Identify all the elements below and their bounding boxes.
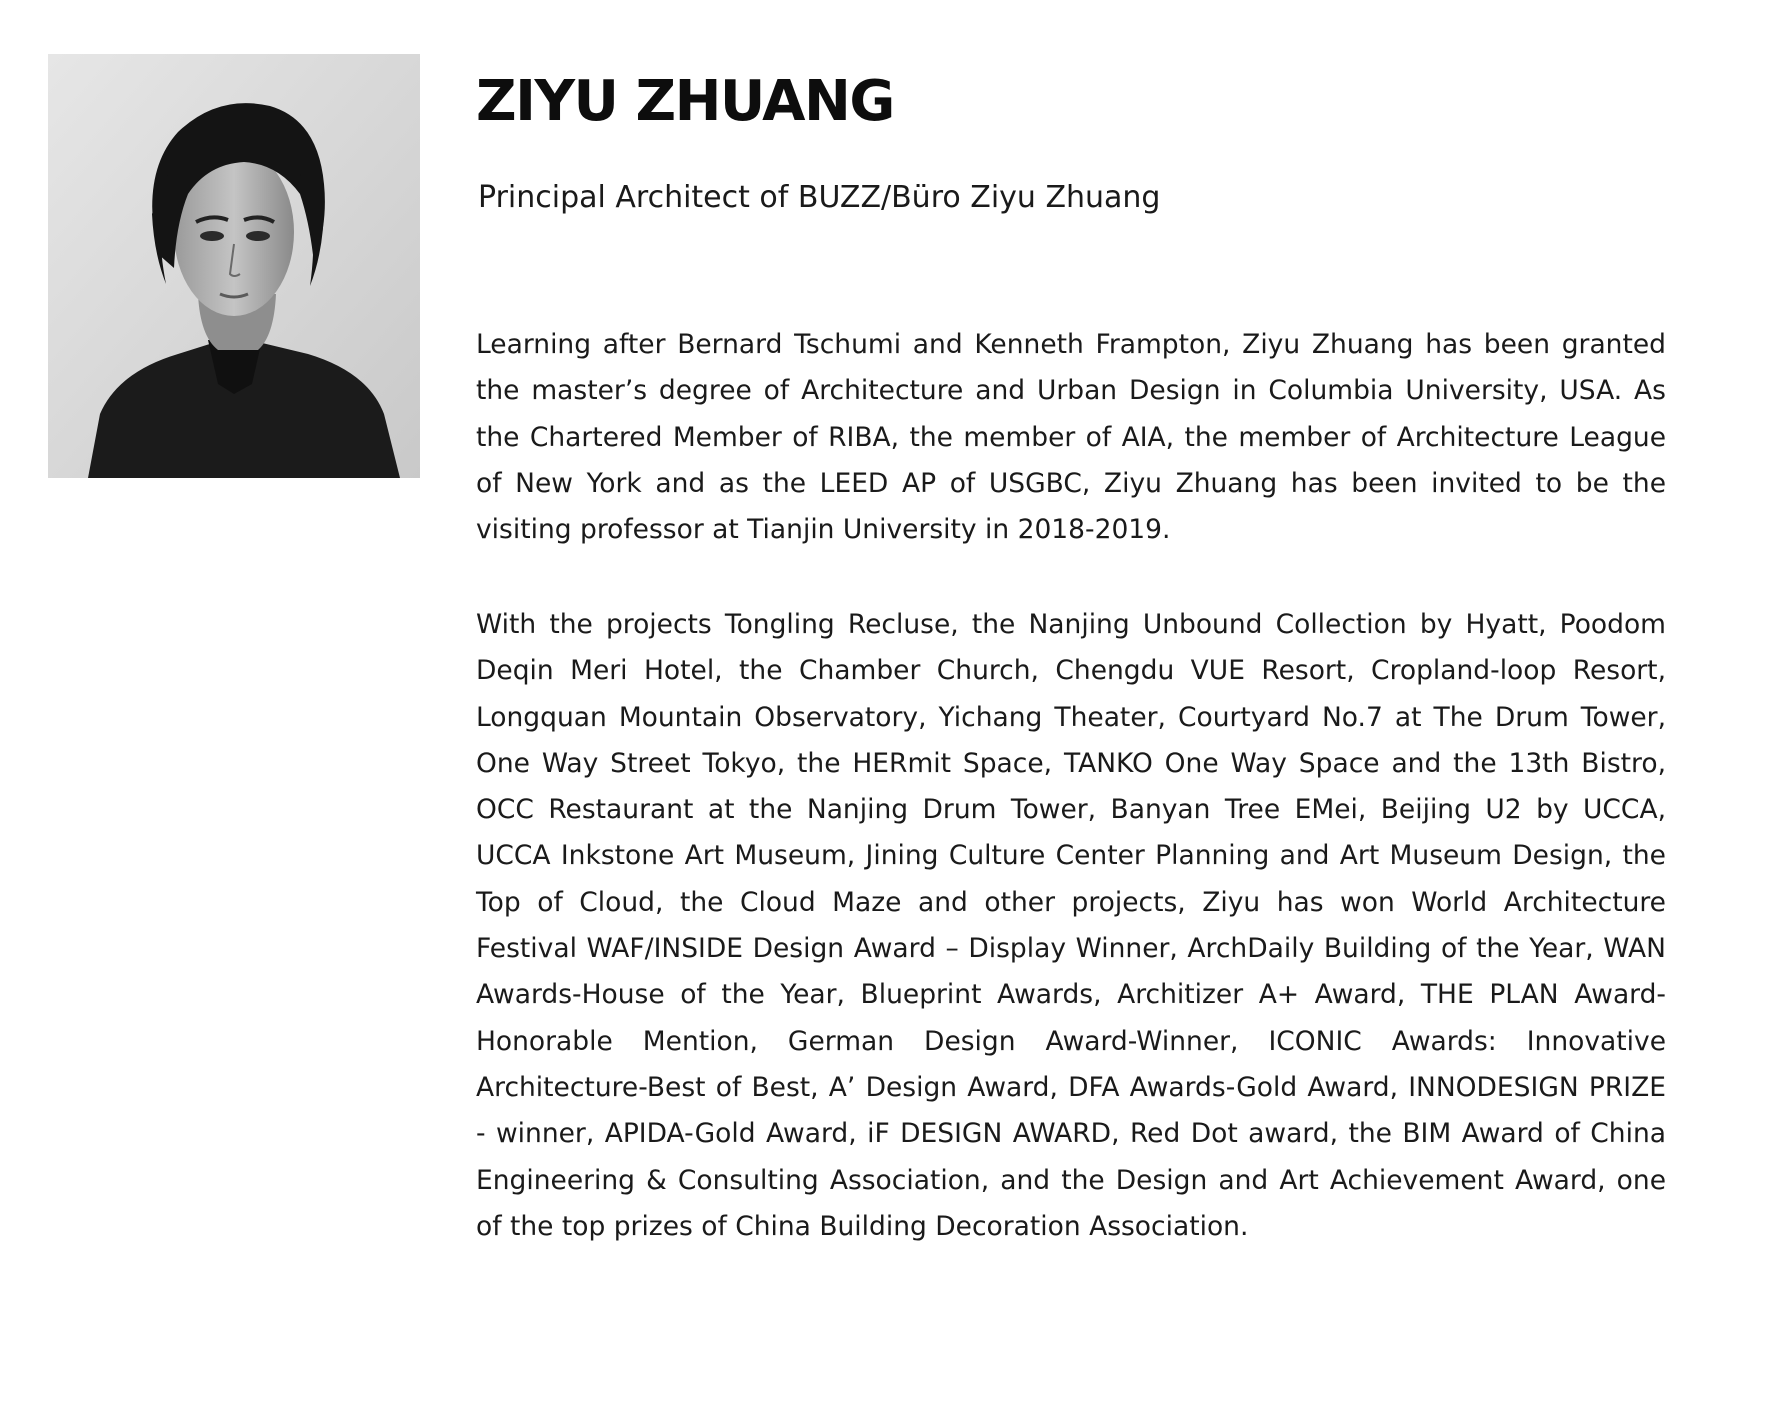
person-name: ZIYU ZHUANG [476,69,894,134]
portrait-icon [48,54,420,478]
bio-paragraph-1: Learning after Bernard Tschumi and Kenneth Frampton, Ziyu Zhuang has been granted the master’s degree of Architecture and Urban Design in Columbia University, USA. As the Chartered Member of RIBA, the member of AIA, the member of Architecture League of New York and as the LEED AP of USGBC, Ziyu Zhuang has been invited to be the visiting professor at Tianjin University in 2018-2019. [476,329,1666,546]
bio-paragraph-2: With the projects Tongling Recluse, the Nanjing Unbound Collection by Hyatt, Poodom Deqin Meri Hotel, the Chamber Church, Chengdu VUE Resort, Cropland-loop Resort, Longquan Mountain Observatory, Yichang Theater, Courtyard No.7 at The Drum Tower, One Way Street Tokyo, the HERmit Space, TANKO One Way Space and the 13th Bistro, OCC Restaurant at the Nanjing Drum Tower, Banyan Tree EMei, Beijing U2 by UCCA, UCCA Inkstone Art Museum, Jining Culture Center Planning and Art Museum Design, the Top of Cloud, the Cloud Maze and other projects, Ziyu has won World Architecture Festival WAF/INSIDE Design Award – Display Winner, ArchDaily Building of the Year, WAN Awards-House of the Year, Blueprint Awards, Architizer A+ Award, THE PLAN Award-Honorable Mention, German Design Award-Winner, ICONIC Awards: Innovative Architecture-Best of Best, A’ Design Award, DFA Awards-Gold Award, INNODESIGN PRIZE - winner, APIDA-Gold Award, iF DESIGN AWARD, Red Dot award, the BIM Award of China Engineering & Consulting Association, and the Design and Art Achievement Award, one of the top prizes of China Building Decoration Association. [476,609,1666,1242]
person-title: Principal Architect of BUZZ/Büro Ziyu Zhuang [478,180,1161,215]
portrait-photo [48,54,420,478]
